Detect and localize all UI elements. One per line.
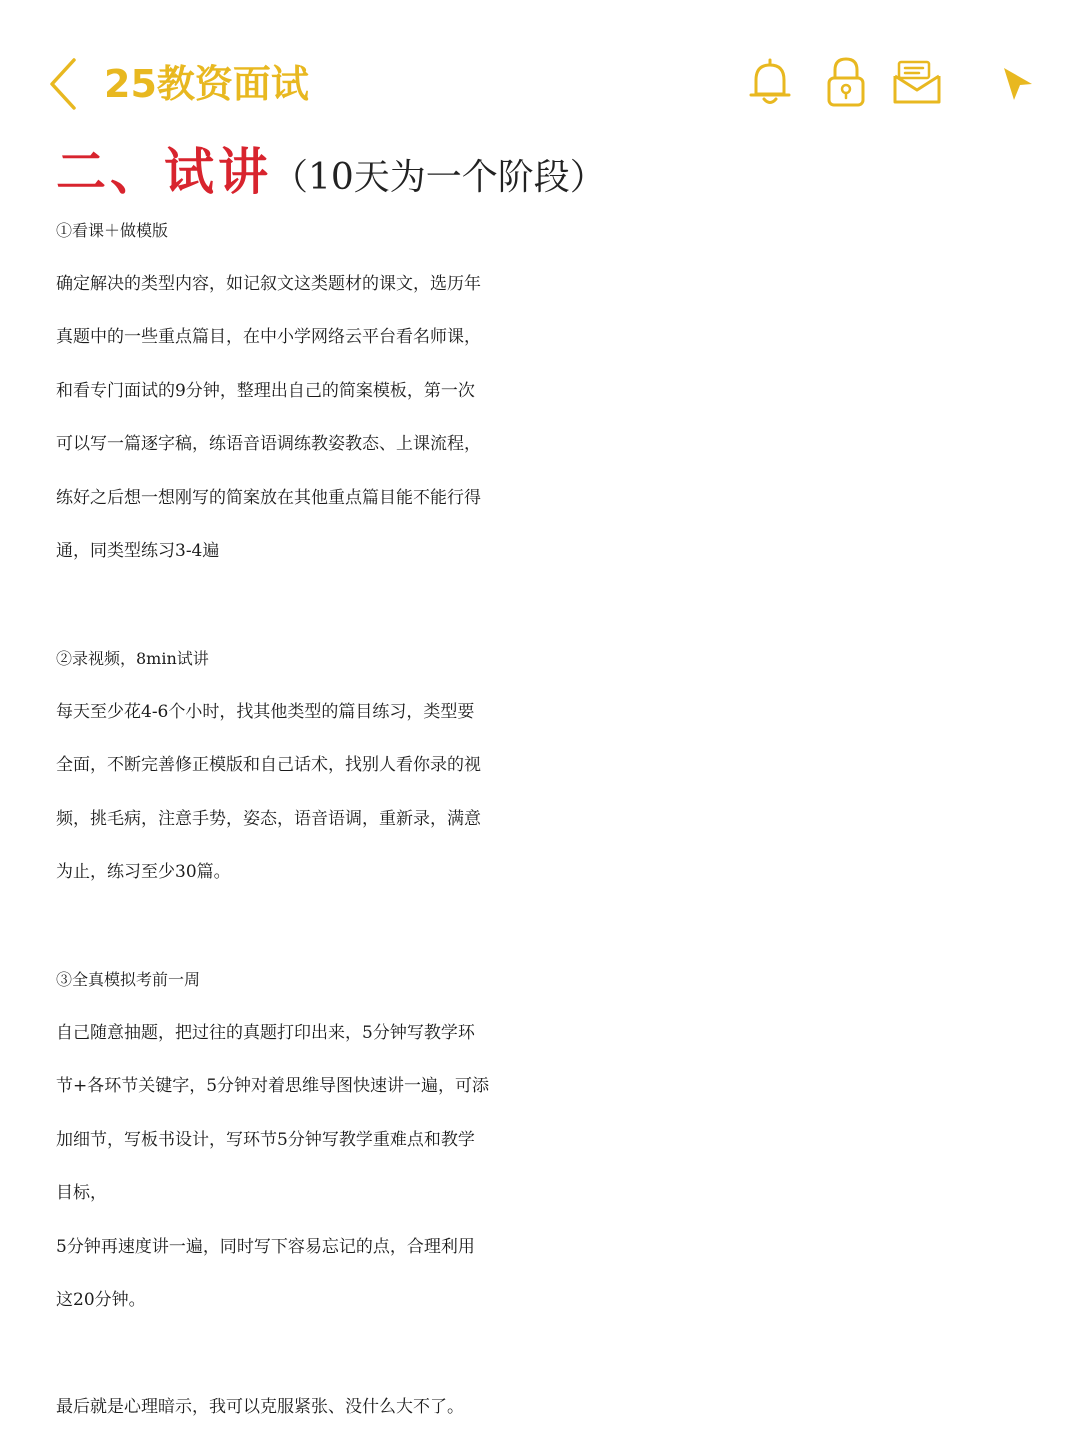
page-title: 25教资面试 [104, 62, 309, 106]
top-navigation-bar [0, 0, 1080, 130]
section3-line: 自己随意抽题，把过往的真题打印出来，5分钟写教学环 [56, 1022, 475, 1043]
section1-line: 可以写一篇逐字稿，练语音语调练教姿教态、上课流程， [56, 434, 481, 454]
section1-title: ①看课＋做模版 [56, 221, 169, 240]
section3-line: 目标， [56, 1183, 107, 1203]
section2-line: 为止，练习至少30篇。 [56, 862, 231, 882]
section1-line: 和看专门面试的9分钟，整理出自己的简案模板，第一次 [56, 380, 475, 401]
lock-icon[interactable] [818, 54, 874, 110]
section3-line: 加细节，写板书设计，写环节5分钟写教学重难点和教学 [56, 1129, 475, 1150]
section2-line: 全面，不断完善修正模版和自己话术，找别人看你录的视 [56, 755, 481, 775]
closing-line: 最后就是心理暗示，我可以克服紧张、没什么大不了。 [56, 1397, 464, 1417]
envelope-icon[interactable] [889, 54, 945, 110]
paragraph-gap [56, 900, 1036, 954]
section2-line: 每天至少花4-6个小时，找其他类型的篇目练习，类型要 [56, 701, 475, 722]
cursor-arrow-icon[interactable] [990, 54, 1046, 110]
section3-title: ③全真模拟考前一周 [56, 970, 201, 989]
bell-icon[interactable] [742, 54, 798, 110]
section1-line: 练好之后想一想刚写的简案放在其他重点篇目能不能行得 [56, 487, 481, 508]
section2-title: ②录视频，8min试讲 [56, 649, 209, 668]
section3-line: 节+各环节关键字，5分钟对着思维导图快速讲一遍，可添 [56, 1076, 490, 1096]
section2-line: 频，挑毛病，注意手势，姿态，语音语调，重新录，满意 [56, 808, 481, 829]
paragraph-gap [56, 1328, 1036, 1382]
heading-title: 二、试讲 [56, 142, 272, 201]
heading-subtitle: （10天为一个阶段） [272, 157, 606, 198]
section1-line: 真题中的一些重点篇目，在中小学网络云平台看名师课， [56, 327, 481, 347]
section-heading [56, 140, 1036, 204]
paragraph-gap [56, 579, 1036, 633]
article-body [56, 140, 1036, 1435]
section3-line: 这20分钟。 [56, 1290, 146, 1310]
chevron-left-icon[interactable] [44, 56, 84, 112]
section1-line: 确定解决的类型内容，如记叙文这类题材的课文，选历年 [56, 273, 481, 294]
section3-line: 5分钟再速度讲一遍，同时写下容易忘记的点，合理利用 [56, 1236, 475, 1257]
section1-line: 通，同类型练习3-4遍 [56, 541, 220, 561]
